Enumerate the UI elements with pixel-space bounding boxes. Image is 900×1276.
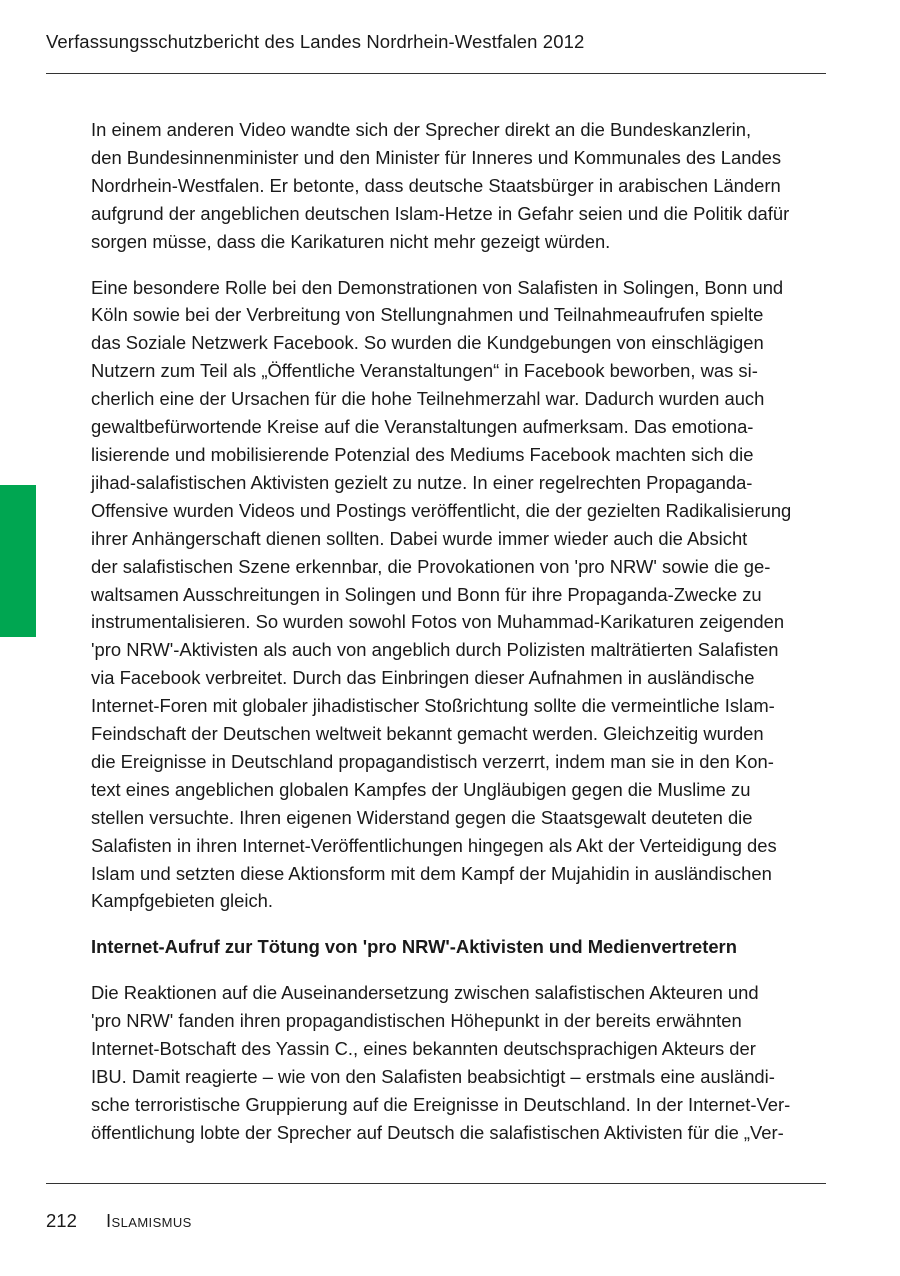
chapter-marker-tab (0, 485, 36, 637)
page-body (91, 116, 827, 1165)
text-line: den Bundesinnenminister und den Minister für Inneres und Kommunales des Landes (91, 146, 782, 168)
text-line: 'pro NRW'-Aktivisten als auch von angeblich durch Polizisten malträtierten Salafisten (91, 639, 779, 661)
text-line: Islam und setzten diese Aktionsform mit dem Kampf der Mujahidin in ausländischen (91, 862, 772, 884)
text-line: Nutzern zum Teil als „Öffentliche Veranstaltungen“ in Facebook beworben, was si- (91, 360, 758, 382)
footer-rule (46, 1183, 826, 1184)
text-line: das Soziale Netzwerk Facebook. So wurden die Kundgebungen von einschlägigen (91, 332, 764, 354)
text-line: waltsamen Ausschreitungen in Solingen und Bonn für ihre Propaganda-Zwecke zu (91, 583, 762, 605)
text-line: Die Reaktionen auf die Auseinandersetzung zwischen salafistischen Akteuren und (91, 982, 759, 1004)
header-rule (46, 73, 826, 74)
text-line: Kampfgebieten gleich. (91, 890, 273, 912)
text-line: aufgrund der angeblichen deutschen Islam-Hetze in Gefahr seien und die Politik dafür (91, 202, 790, 224)
text-line: sche terroristische Gruppierung auf die Ereignisse in Deutschland. In der Internet-Ver- (91, 1093, 791, 1115)
text-line: der salafistischen Szene erkennbar, die Provokationen von 'pro NRW' sowie die ge- (91, 555, 771, 577)
text-line: lisierende und mobilisierende Potenzial des Mediums Facebook machten sich die (91, 443, 754, 465)
section-name: Islamismus (106, 1210, 192, 1231)
text-line: jihad-salafistischen Aktivisten gezielt zu nutze. In einer regelrechten Propaganda- (91, 471, 753, 493)
text-line: Feindschaft der Deutschen weltweit bekannt gemacht werden. Gleichzeitig wurden (91, 723, 764, 745)
text-line: Köln sowie bei der Verbreitung von Stellungnahmen und Teilnahmeaufrufen spielte (91, 304, 764, 326)
text-line: Internet-Botschaft des Yassin C., eines bekannten deutschsprachigen Akteurs der (91, 1038, 756, 1060)
text-line: via Facebook verbreitet. Durch das Einbringen dieser Aufnahmen in ausländische (91, 667, 755, 689)
running-header: Verfassungsschutzbericht des Landes Nordrhein-Westfalen 2012 (46, 31, 585, 52)
text-line: ihrer Anhängerschaft dienen sollten. Dabei wurde immer wieder auch die Absicht (91, 527, 748, 549)
text-line: sorgen müsse, dass die Karikaturen nicht mehr gezeigt würden. (91, 230, 611, 252)
text-line: Salafisten in ihren Internet-Veröffentlichungen hingegen als Akt der Verteidigung des (91, 834, 777, 856)
text-line: In einem anderen Video wandte sich der Sprecher direkt an die Bundeskanzlerin, (91, 119, 752, 140)
paragraph-video-address (91, 116, 827, 256)
page-footer (46, 1209, 192, 1233)
text-line: Offensive wurden Videos und Postings veröffentlicht, die der gezielten Radikalisierung (91, 499, 792, 521)
text-line: IBU. Damit reagierte – wie von den Salafisten beabsichtigt – erstmals eine ausländi- (91, 1066, 775, 1087)
text-line: text eines angeblichen globalen Kampfes der Ungläubigen gegen die Muslime zu (91, 778, 751, 800)
text-line: gewaltbefürwortende Kreise auf die Veranstaltungen aufmerksam. Das emotiona- (91, 416, 754, 438)
section-heading: Internet-Aufruf zur Tötung von 'pro NRW'-Aktivisten und Medienvertretern (91, 936, 737, 958)
text-line: 'pro NRW' fanden ihren propagandistischen Höhepunkt in der bereits erwähnten (91, 1010, 742, 1032)
paragraph-facebook-role (91, 274, 827, 916)
text-line: stellen versuchte. Ihren eigenen Widerstand gegen die Staatsgewalt deuteten die (91, 806, 753, 828)
page-number: 212 (46, 1210, 77, 1231)
text-line: Eine besondere Rolle bei den Demonstrationen von Salafisten in Solingen, Bonn und (91, 276, 784, 298)
text-line: instrumentalisieren. So wurden sowohl Fotos von Muhammad-Karikaturen zeigenden (91, 611, 785, 633)
text-line: öffentlichung lobte der Sprecher auf Deutsch die salafistischen Aktivisten für die „Ver- (91, 1121, 784, 1143)
text-line: Internet-Foren mit globaler jihadistischer Stoßrichtung sollte die vermeintliche Islam- (91, 695, 775, 717)
text-line: die Ereignisse in Deutschland propagandistisch verzerrt, indem man sie in den Kon- (91, 750, 774, 772)
text-line: cherlich eine der Ursachen für die hohe Teilnehmerzahl war. Dadurch wurden auch (91, 388, 765, 410)
text-line: Nordrhein-Westfalen. Er betonte, dass deutsche Staatsbürger in arabischen Ländern (91, 174, 781, 196)
paragraph-reactions (91, 979, 827, 1146)
